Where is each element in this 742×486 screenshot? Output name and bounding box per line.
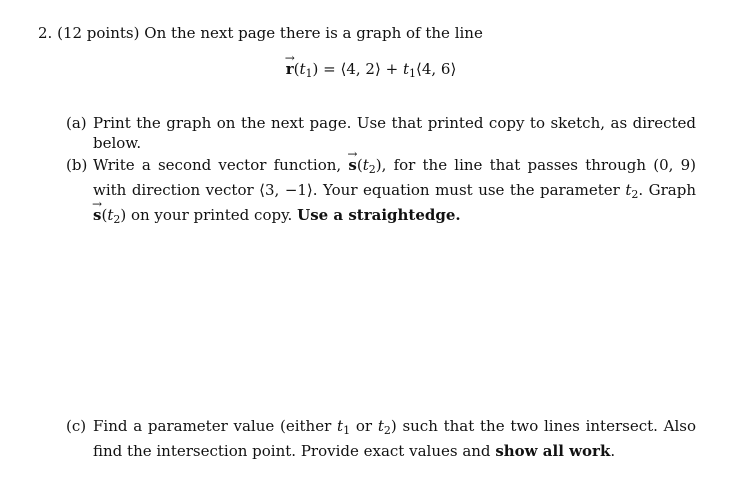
eq-direction: ⟨4, 6⟩ bbox=[415, 60, 457, 78]
part-c-or: or bbox=[355, 417, 373, 435]
part-b-param-2: t bbox=[625, 181, 632, 199]
part-c bbox=[66, 416, 696, 461]
part-c-t1: t bbox=[337, 417, 344, 435]
part-c-text-2: ) such that the two lines intersect. Also find the intersection point. Provide exact values and bbox=[93, 417, 696, 460]
part-b-bold: Use a straightedge. bbox=[297, 206, 461, 224]
part-c-t2: t bbox=[377, 417, 384, 435]
part-b-param-2-sub: 2 bbox=[631, 188, 639, 201]
eq-equals: = bbox=[323, 60, 336, 78]
eq-param-2: t bbox=[402, 60, 409, 78]
part-b: (b) Write a second vector function, → $s(t_2)$, for the line that passes through (0, 9) with direction vector ⟨3, −1⟩. Your equation must use the parameter $t_2$. Graph → $s(t_2)$ on your printed copy. Use a straightedge. bbox=[66, 155, 696, 230]
part-c-bold: show all work bbox=[495, 442, 611, 460]
part-b-label: (b) bbox=[66, 156, 88, 174]
part-b-text-1: Write a second vector function, bbox=[93, 156, 342, 174]
vector-r: → r bbox=[286, 58, 294, 80]
part-b-param-sub: 2 bbox=[368, 163, 376, 176]
problem-heading bbox=[38, 22, 718, 44]
part-b-text-3: . Graph bbox=[638, 181, 696, 199]
part-c-label: (c) bbox=[66, 417, 87, 435]
eq-param-2-sub: 1 bbox=[408, 67, 416, 80]
part-a bbox=[66, 113, 696, 153]
vector-s-2: → s bbox=[93, 205, 101, 225]
eq-point: ⟨4, 2⟩ bbox=[340, 60, 381, 78]
eq-param: t bbox=[299, 60, 306, 78]
part-c-t2-sub: 2 bbox=[383, 424, 391, 437]
part-b-text-2: , for the line that passes through (0, 9) with direction vector ⟨3, −1⟩. Your equation must use the parameter bbox=[93, 156, 696, 199]
vector-s: → s bbox=[348, 155, 356, 175]
eq-plus: + bbox=[385, 60, 399, 78]
part-b-text-4: on your printed copy. bbox=[130, 206, 293, 224]
line-equation: → $r(t_1)$ = ⟨4, 2⟩ + $t_1⟨4$, 6⟩ bbox=[0, 58, 742, 85]
problem-intro: On the next page there is a graph of the line bbox=[144, 24, 483, 42]
part-b-param-3-sub: 2 bbox=[113, 213, 121, 226]
problem-points: (12 points) bbox=[57, 24, 140, 42]
part-a-text: Print the graph on the next page. Use that printed copy to sketch, as directed below. bbox=[93, 114, 696, 152]
part-c-t1-sub: 1 bbox=[343, 424, 351, 437]
problem-number: 2. bbox=[38, 24, 53, 42]
part-b-param: t bbox=[362, 156, 369, 174]
eq-param-sub: 1 bbox=[305, 67, 313, 80]
part-b-param-3: t bbox=[107, 206, 114, 224]
part-c-text-1: Find a parameter value (either bbox=[93, 417, 332, 435]
part-c-end: . bbox=[610, 442, 616, 460]
part-a-label: (a) bbox=[66, 114, 87, 132]
